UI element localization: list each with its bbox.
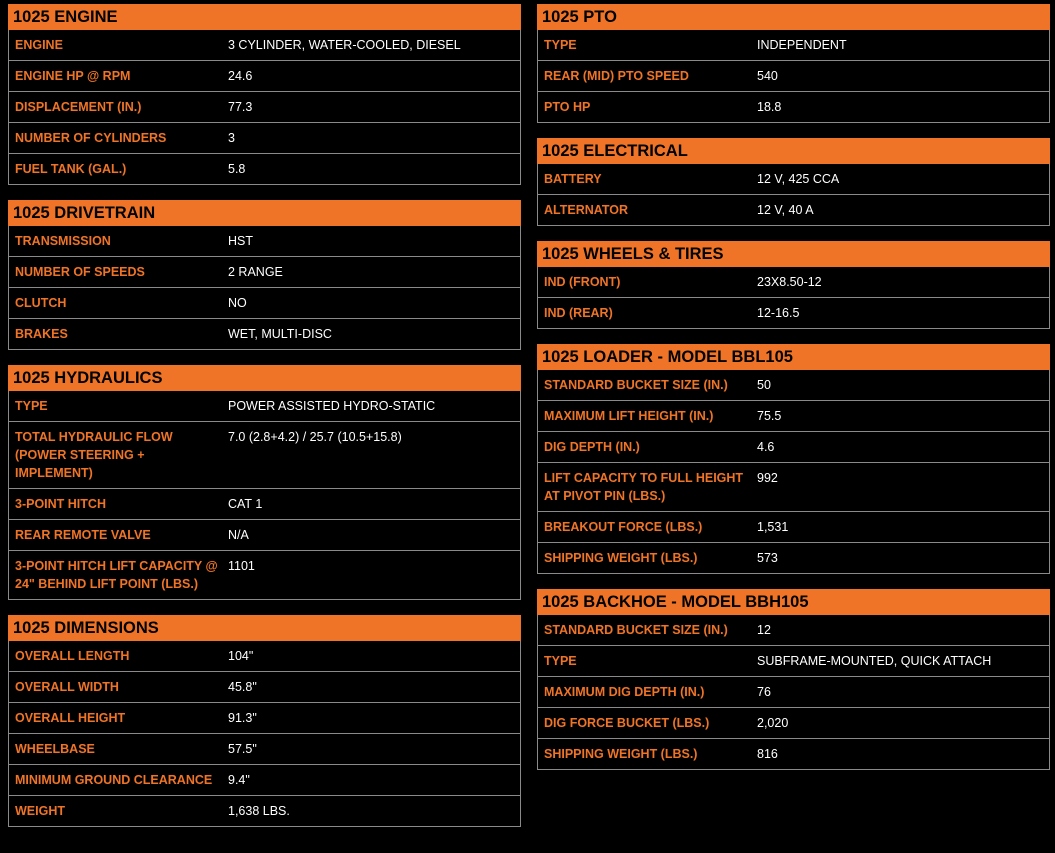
spec-value: 1,531 <box>757 520 789 534</box>
spec-row <box>9 30 520 60</box>
spec-label: 3-POINT HITCH <box>15 497 106 511</box>
spec-row <box>538 400 1049 431</box>
spec-row <box>9 702 520 733</box>
spec-label: 3-POINT HITCH LIFT CAPACITY @ 24" BEHIND LIFT POINT (LBS.) <box>15 559 218 591</box>
spec-label: OVERALL LENGTH <box>15 649 130 663</box>
spec-label: REAR (MID) PTO SPEED <box>544 69 689 83</box>
spec-value: 4.6 <box>757 440 775 454</box>
spec-value: 76 <box>757 685 771 699</box>
spec-value: 2,020 <box>757 716 789 730</box>
spec-value: 540 <box>757 69 778 83</box>
spec-table <box>537 164 1050 226</box>
spec-label: OVERALL WIDTH <box>15 680 119 694</box>
spec-row <box>9 91 520 122</box>
spec-row <box>538 297 1049 328</box>
spec-row <box>538 164 1049 194</box>
spec-section-1025-wheels-tires <box>537 241 1050 329</box>
spec-value: POWER ASSISTED HYDRO-STATIC <box>228 399 436 413</box>
spec-row <box>538 542 1049 573</box>
spec-value: HST <box>228 234 253 248</box>
spec-value: 77.3 <box>228 100 253 114</box>
spec-label: STANDARD BUCKET SIZE (IN.) <box>544 378 728 392</box>
spec-row <box>9 60 520 91</box>
spec-label: NUMBER OF CYLINDERS <box>15 131 167 145</box>
spec-label: TYPE <box>544 38 577 52</box>
section-title: 1025 ELECTRICAL <box>537 138 1050 164</box>
spec-value: 23X8.50-12 <box>757 275 822 289</box>
spec-value: 12 V, 425 CCA <box>757 172 840 186</box>
spec-label: MAXIMUM LIFT HEIGHT (IN.) <box>544 409 714 423</box>
spec-row <box>538 431 1049 462</box>
section-title: 1025 DIMENSIONS <box>8 615 521 641</box>
spec-row <box>9 671 520 702</box>
spec-row <box>9 641 520 671</box>
spec-label: DIG FORCE BUCKET (LBS.) <box>544 716 710 730</box>
spec-section-1025-dimensions <box>8 615 521 827</box>
spec-row <box>9 519 520 550</box>
spec-section-1025-drivetrain <box>8 200 521 350</box>
spec-label: FUEL TANK (GAL.) <box>15 162 127 176</box>
spec-label: PTO HP <box>544 100 591 114</box>
spec-row <box>538 462 1049 511</box>
spec-value: 75.5 <box>757 409 782 423</box>
spec-row <box>538 645 1049 676</box>
section-title: 1025 DRIVETRAIN <box>8 200 521 226</box>
spec-row <box>9 391 520 421</box>
spec-label: MAXIMUM DIG DEPTH (IN.) <box>544 685 705 699</box>
spec-label: CLUTCH <box>15 296 67 310</box>
spec-value: 1,638 LBS. <box>228 804 290 818</box>
spec-section-1025-hydraulics <box>8 365 521 600</box>
spec-row <box>538 370 1049 400</box>
spec-row <box>9 256 520 287</box>
spec-value: 45.8" <box>228 680 257 694</box>
spec-row <box>9 733 520 764</box>
spec-table <box>8 226 521 350</box>
spec-row <box>538 676 1049 707</box>
spec-table <box>537 267 1050 329</box>
spec-value: 2 RANGE <box>228 265 283 279</box>
spec-label: OVERALL HEIGHT <box>15 711 126 725</box>
spec-section-1025-loader-model-bbl105 <box>537 344 1050 574</box>
spec-value: 573 <box>757 551 778 565</box>
spec-value: N/A <box>228 528 249 542</box>
spec-value: 3 <box>228 131 235 145</box>
spec-label: REAR REMOTE VALVE <box>15 528 151 542</box>
spec-table <box>537 615 1050 770</box>
spec-row <box>538 615 1049 645</box>
spec-table <box>8 641 521 827</box>
spec-row <box>9 122 520 153</box>
section-title: 1025 ENGINE <box>8 4 521 30</box>
spec-table <box>537 370 1050 574</box>
spec-label: ENGINE HP @ RPM <box>15 69 131 83</box>
spec-label: DIG DEPTH (IN.) <box>544 440 640 454</box>
spec-row <box>538 194 1049 225</box>
spec-label: IND (REAR) <box>544 306 613 320</box>
spec-row <box>9 795 520 826</box>
spec-row <box>538 738 1049 769</box>
spec-label: SHIPPING WEIGHT (LBS.) <box>544 551 698 565</box>
spec-label: NUMBER OF SPEEDS <box>15 265 145 279</box>
spec-row <box>9 226 520 256</box>
spec-value: WET, MULTI-DISC <box>228 327 332 341</box>
spec-row <box>9 764 520 795</box>
spec-value: 12 V, 40 A <box>757 203 814 217</box>
spec-section-1025-engine <box>8 4 521 185</box>
spec-label: TYPE <box>544 654 577 668</box>
spec-value: NO <box>228 296 247 310</box>
spec-value: 24.6 <box>228 69 253 83</box>
section-title: 1025 BACKHOE - MODEL BBH105 <box>537 589 1050 615</box>
spec-row <box>9 421 520 488</box>
spec-table <box>537 30 1050 123</box>
spec-label: BREAKOUT FORCE (LBS.) <box>544 520 703 534</box>
spec-value: 104" <box>228 649 254 663</box>
spec-row <box>538 30 1049 60</box>
spec-row <box>9 287 520 318</box>
spec-row <box>9 488 520 519</box>
spec-table <box>8 391 521 600</box>
spec-row <box>9 153 520 184</box>
spec-label: ALTERNATOR <box>544 203 629 217</box>
spec-value: 91.3" <box>228 711 257 725</box>
section-title: 1025 HYDRAULICS <box>8 365 521 391</box>
spec-value: 3 CYLINDER, WATER-COOLED, DIESEL <box>228 38 461 52</box>
spec-section-1025-electrical <box>537 138 1050 226</box>
spec-value: 57.5" <box>228 742 257 756</box>
spec-value: 992 <box>757 471 778 485</box>
spec-value: 816 <box>757 747 778 761</box>
spec-row <box>538 511 1049 542</box>
spec-label: IND (FRONT) <box>544 275 621 289</box>
spec-label: TRANSMISSION <box>15 234 111 248</box>
spec-value: 12-16.5 <box>757 306 800 320</box>
spec-row <box>9 318 520 349</box>
spec-label: DISPLACEMENT (IN.) <box>15 100 142 114</box>
spec-label: LIFT CAPACITY TO FULL HEIGHT AT PIVOT PIN (LBS.) <box>544 471 744 503</box>
spec-section-1025-pto <box>537 4 1050 123</box>
spec-label: STANDARD BUCKET SIZE (IN.) <box>544 623 728 637</box>
spec-table <box>8 30 521 185</box>
spec-row <box>538 267 1049 297</box>
spec-label: WHEELBASE <box>15 742 95 756</box>
spec-section-1025-backhoe-model-bbh105 <box>537 589 1050 770</box>
spec-label: ENGINE <box>15 38 63 52</box>
spec-value: CAT 1 <box>228 497 263 511</box>
spec-value: 5.8 <box>228 162 246 176</box>
spec-value: 12 <box>757 623 771 637</box>
spec-value: 50 <box>757 378 771 392</box>
spec-value: 9.4" <box>228 773 250 787</box>
spec-value: 1101 <box>228 559 255 573</box>
left-column <box>8 4 521 842</box>
spec-label: TOTAL HYDRAULIC FLOW (POWER STEERING + IMPLEMENT) <box>15 430 173 480</box>
spec-value: 7.0 (2.8+4.2) / 25.7 (10.5+15.8) <box>228 430 402 444</box>
spec-row <box>9 550 520 599</box>
spec-row <box>538 91 1049 122</box>
spec-row <box>538 707 1049 738</box>
section-title: 1025 WHEELS & TIRES <box>537 241 1050 267</box>
spec-value: INDEPENDENT <box>757 38 847 52</box>
spec-value: 18.8 <box>757 100 782 114</box>
section-title: 1025 PTO <box>537 4 1050 30</box>
spec-value: SUBFRAME-MOUNTED, QUICK ATTACH <box>757 654 992 668</box>
spec-row <box>538 60 1049 91</box>
spec-label: BRAKES <box>15 327 68 341</box>
spec-label: MINIMUM GROUND CLEARANCE <box>15 773 213 787</box>
section-title: 1025 LOADER - MODEL BBL105 <box>537 344 1050 370</box>
spec-label: BATTERY <box>544 172 602 186</box>
spec-label: WEIGHT <box>15 804 65 818</box>
right-column <box>537 4 1050 785</box>
spec-label: SHIPPING WEIGHT (LBS.) <box>544 747 698 761</box>
spec-label: TYPE <box>15 399 48 413</box>
